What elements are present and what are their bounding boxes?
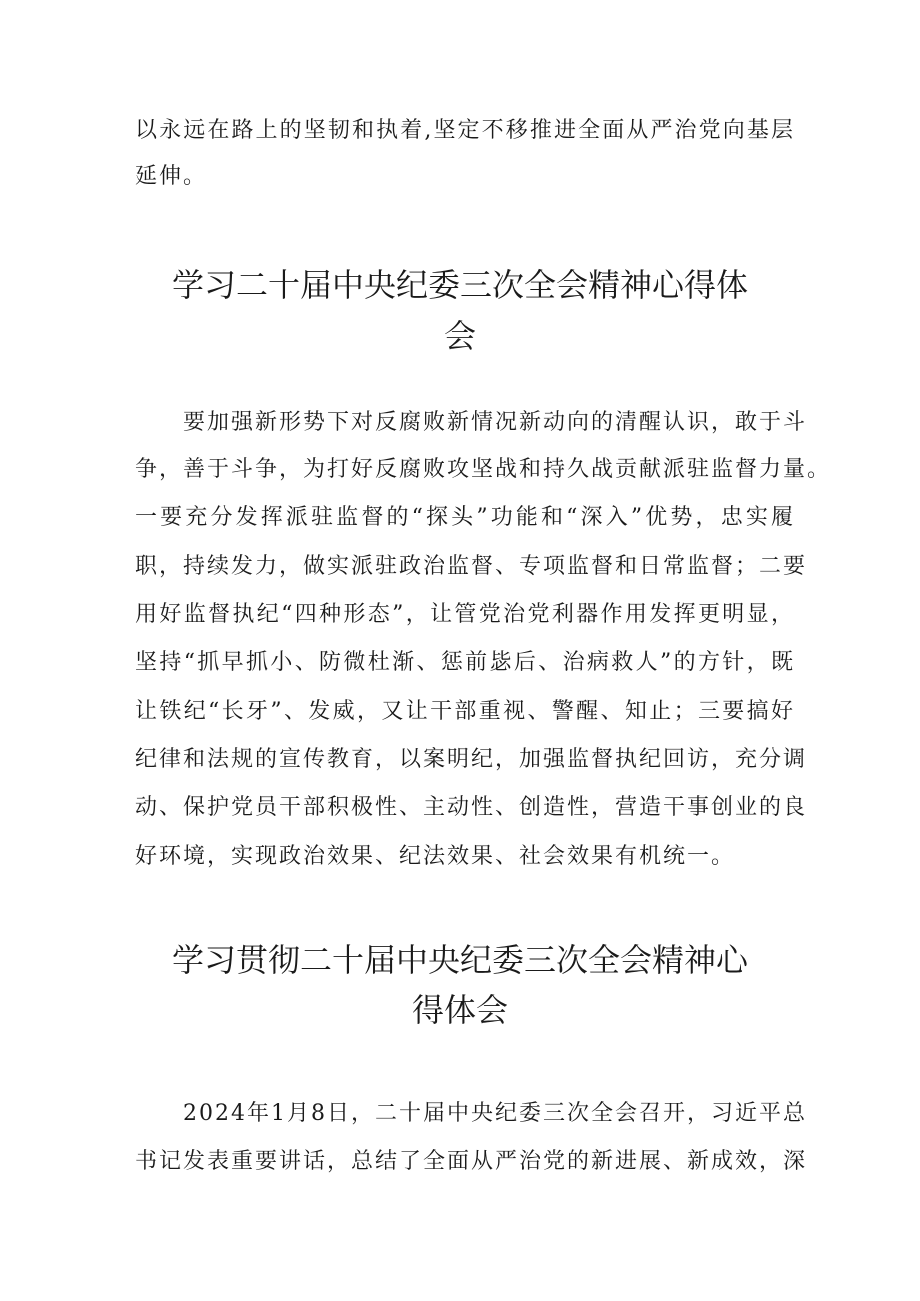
paragraph-line: 延伸。: [135, 164, 208, 189]
paragraph-line: 争，善于斗争，为打好反腐败攻坚战和持久战贡献派驻监督力量。: [135, 457, 832, 482]
paragraph-line: 职，持续发力，做实派驻政治监督、专项监督和日常监督；二要: [135, 554, 808, 579]
paragraph-line: 一要充分发挥派驻监督的“探头”功能和“深入”优势，忠实履: [135, 505, 795, 530]
paragraph-line: 用好监督执纪“四种形态”，让管党治党利器作用发挥更明显，: [135, 602, 795, 627]
paragraph-line: 让铁纪“长牙”、发威，又让干部重视、警醒、知止；三要搞好: [135, 699, 795, 724]
paragraph-line: 动、保护党员干部积极性、主动性、创造性，营造干事创业的良: [135, 795, 808, 820]
paragraph-line: 以永远在路上的坚韧和执着,坚定不移推进全面从严治党向基层: [135, 118, 795, 143]
paragraph-line: 好环境，实现政治效果、纪法效果、社会效果有机统一。: [135, 844, 736, 869]
section-1-title-line-1: 学习二十届中央纪委三次全会精神心得体: [171, 266, 748, 304]
paragraph-line: 书记发表重要讲话，总结了全面从严治党的新进展、新成效，深: [135, 1149, 808, 1174]
section-2-title-line-1: 学习贯彻二十届中央纪委三次全会精神心: [171, 941, 748, 979]
paragraph-line: 纪律和法规的宣传教育，以案明纪，加强监督执纪回访，充分调: [135, 747, 808, 772]
paragraph-line: 要加强新形势下对反腐败新情况新动向的清醒认识，敢于斗: [183, 410, 808, 435]
section-2-title-line-2: 得体会: [411, 991, 508, 1029]
section-1-title-line-2: 会: [443, 317, 476, 355]
paragraph-line: 坚持“抓早抓小、防微杜渐、惩前毖后、治病救人”的方针，既: [135, 650, 795, 675]
paragraph-line: 2024年1月8日，二十届中央纪委三次全会召开，习近平总: [183, 1101, 807, 1126]
